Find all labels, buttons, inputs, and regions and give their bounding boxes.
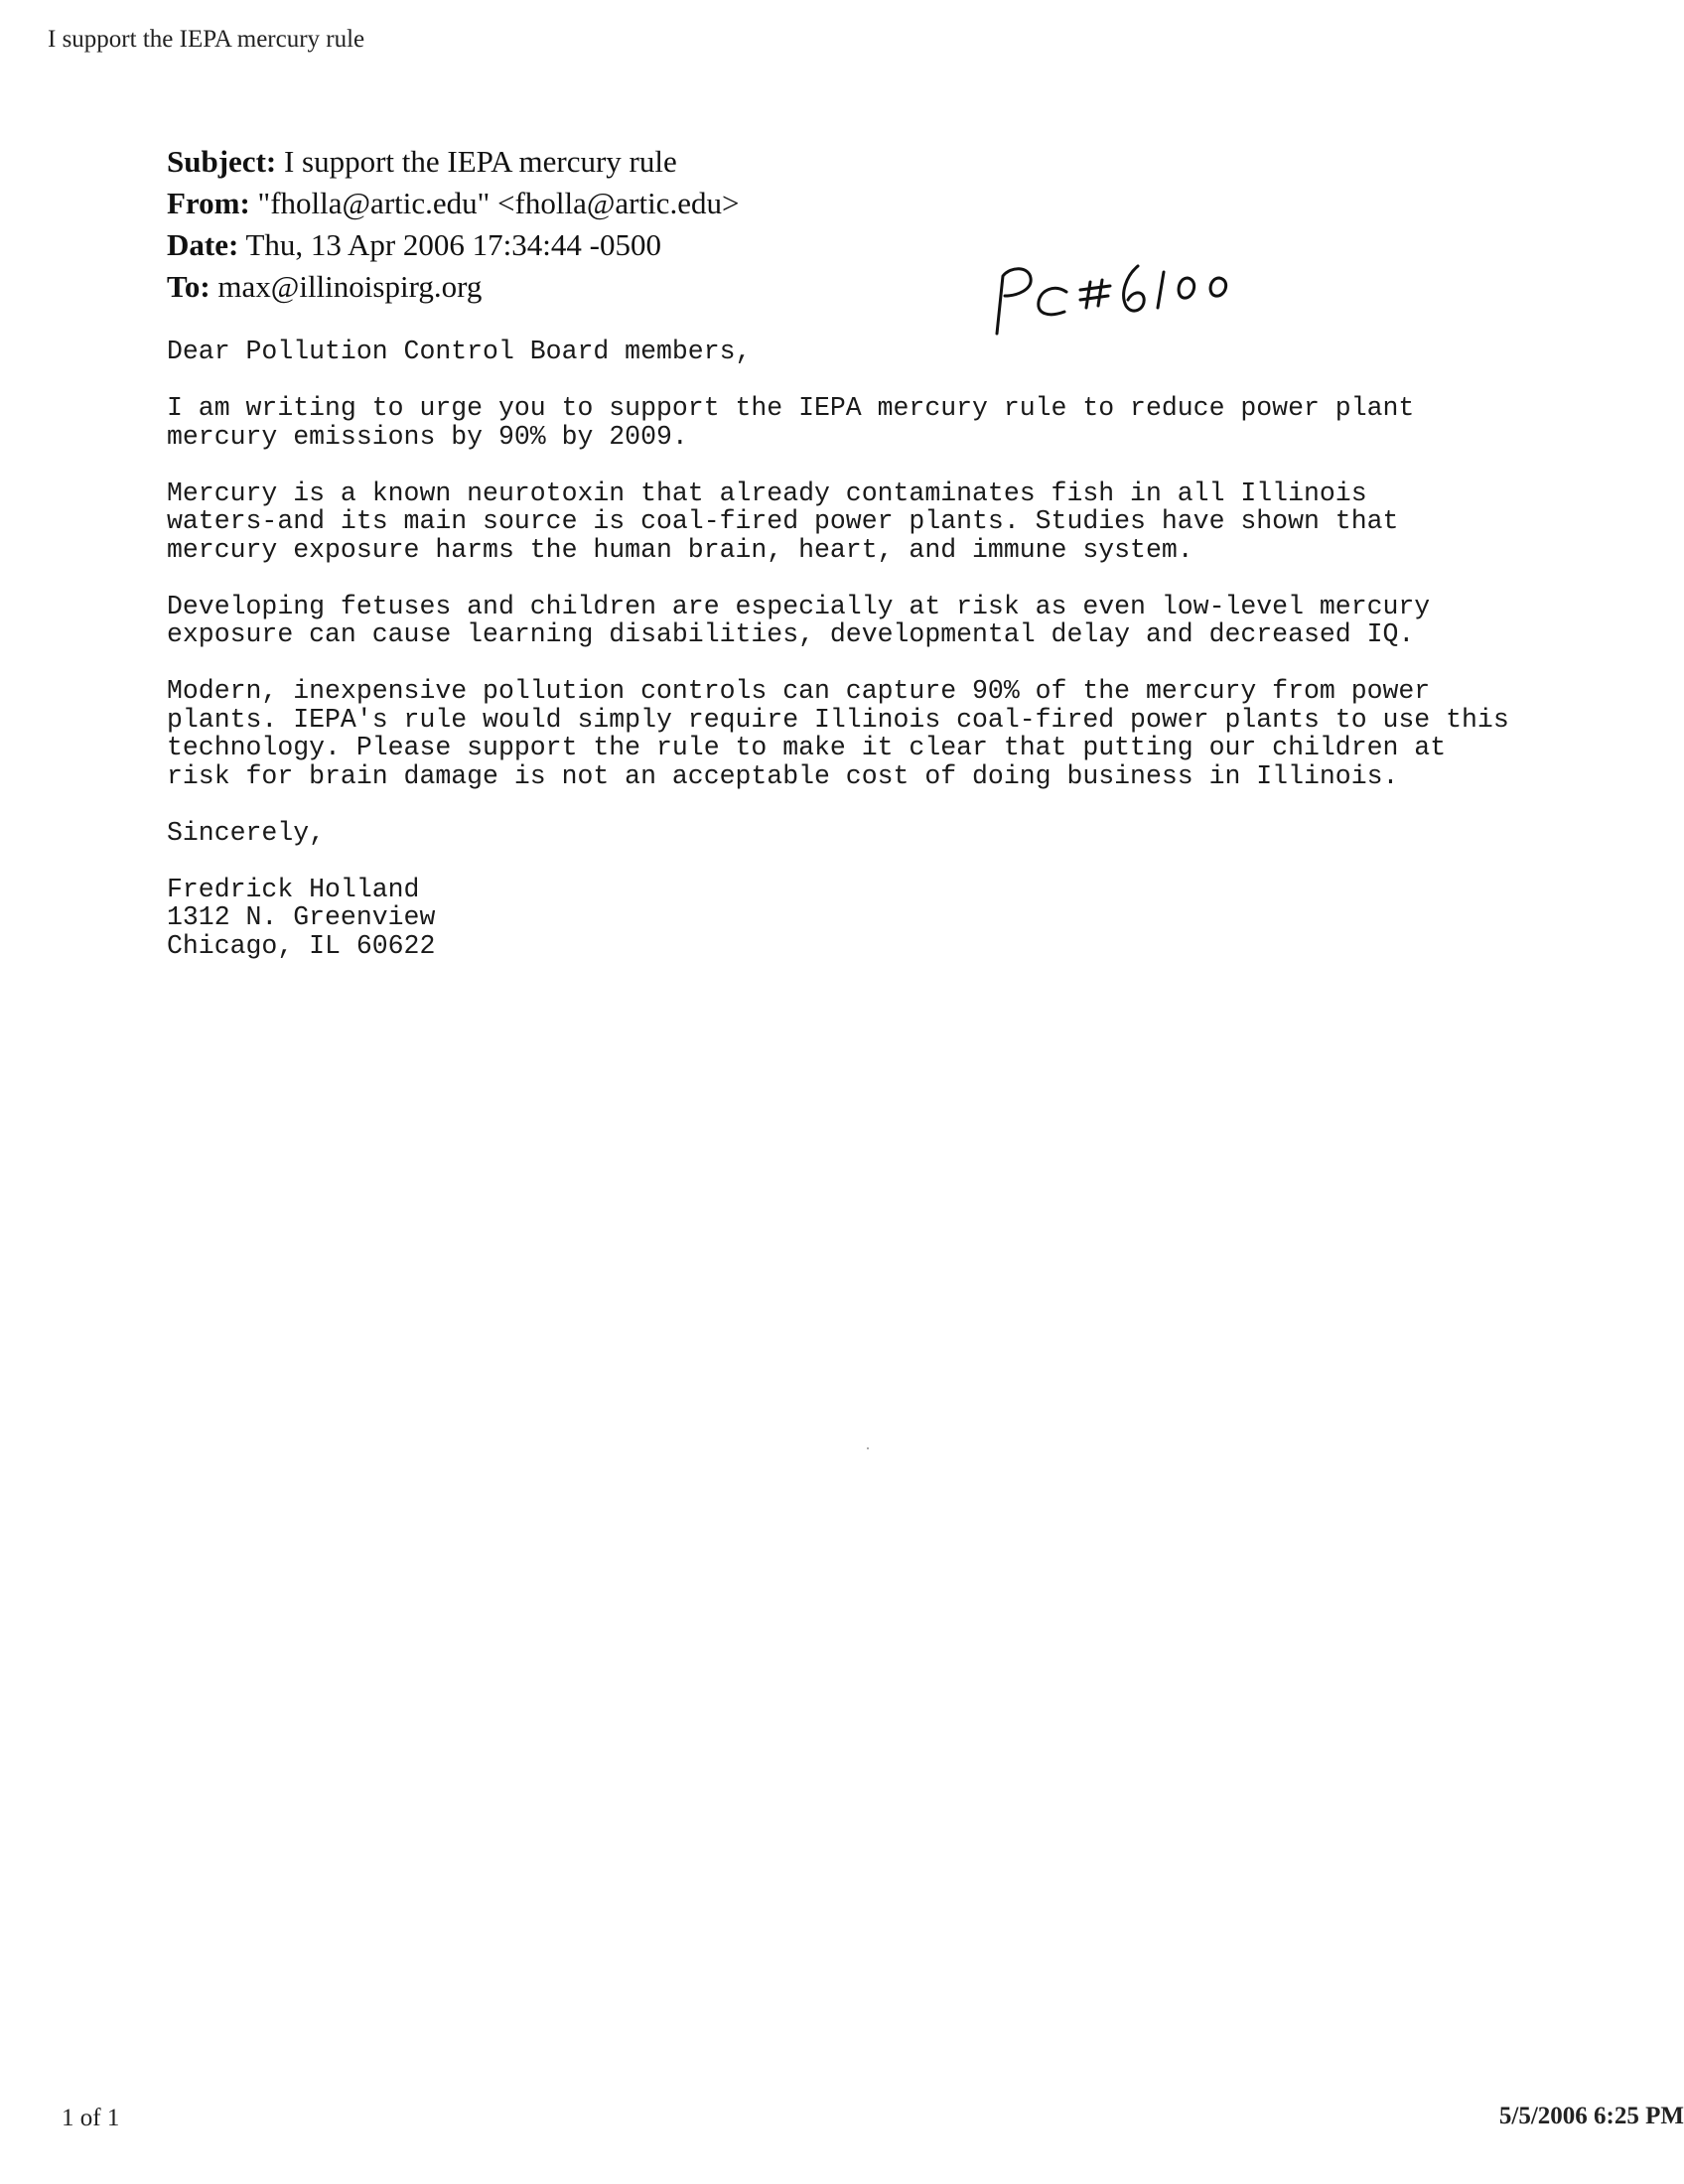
subject-row <box>167 141 739 183</box>
running-header: I support the IEPA mercury rule <box>48 26 365 53</box>
from-row <box>167 183 739 224</box>
from-value: "fholla@artic.edu" <fholla@artic.edu> <box>257 186 740 220</box>
date-row <box>167 224 739 266</box>
signature-street: 1312 N. Greenview <box>167 902 436 932</box>
signature-city: Chicago, IL 60622 <box>167 930 436 961</box>
date-label: Date: <box>167 227 239 262</box>
closing: Sincerely, <box>167 817 326 848</box>
paragraph-3: Developing fetuses and children are especially at risk as even low-level mercury exposure can cause learning disabilities, developmental delay and decreased IQ. <box>167 591 1431 649</box>
from-label: From: <box>167 186 250 220</box>
date-value: Thu, 13 Apr 2006 17:34:44 -0500 <box>245 227 661 262</box>
signature-name: Fredrick Holland <box>167 874 420 904</box>
to-row <box>167 266 739 308</box>
subject-label: Subject: <box>167 144 277 179</box>
salutation: Dear Pollution Control Board members, <box>167 337 752 366</box>
signature-block <box>167 876 1577 961</box>
paragraph-4: Modern, inexpensive pollution controls can capture 90% of the mercury from power plants. IEPA's rule would simply require Illinois coal-fired power plants to use this technology. Please support the rule to make it clear that putting our children at risk for brain damage is not an acceptable cost of doing business in Illinois. <box>167 676 1509 791</box>
to-value: max@illinoispirg.org <box>217 269 483 304</box>
subject-value: I support the IEPA mercury rule <box>283 144 677 179</box>
print-timestamp: 5/5/2006 6:25 PM <box>1498 2103 1684 2129</box>
page-number: 1 of 1 <box>62 2105 120 2131</box>
paragraph-2: Mercury is a known neurotoxin that already contaminates fish in all Illinois waters-and its main source is coal-fired power plants. Studies have shown that mercury exposure harms the human brain, heart, and immune system. <box>167 478 1399 565</box>
letter-body <box>167 338 1577 960</box>
paragraph-1: I am writing to urge you to support the IEPA mercury rule to reduce power plant mercury emissions by 90% by 2009. <box>167 393 1415 452</box>
email-headers <box>167 141 739 308</box>
scan-speck <box>867 1447 869 1449</box>
to-label: To: <box>167 269 210 304</box>
